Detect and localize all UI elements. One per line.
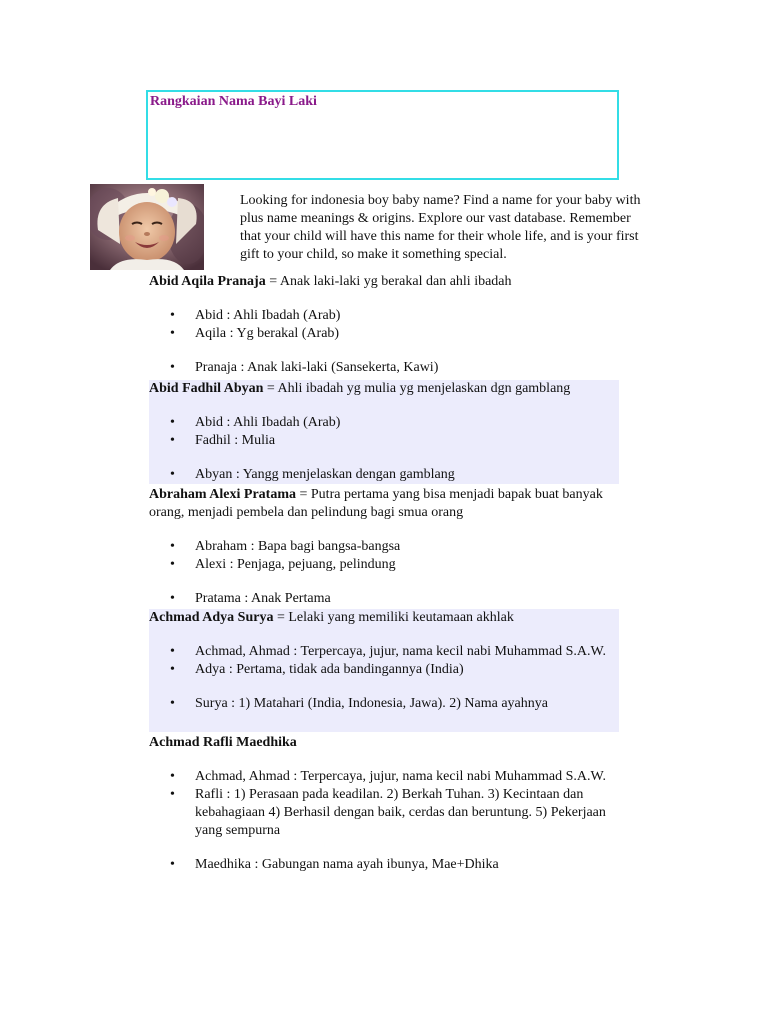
entry-name: Achmad Adya Surya: [149, 610, 274, 625]
meaning-list: [149, 538, 619, 608]
entry-name: Achmad Rafli Maedhika: [149, 735, 297, 750]
list-item: • Surya : 1) Matahari (India, Indonesia, Jawa). 2) Nama ayahnya: [195, 695, 619, 713]
title-box: [146, 90, 619, 180]
entry-heading: [149, 486, 619, 522]
name-entry: [149, 609, 619, 732]
entry-heading: [149, 273, 619, 291]
meaning-list: [149, 643, 619, 713]
entry-separator: =: [263, 381, 278, 396]
name-entry: [149, 273, 619, 377]
baby-photo-image: [90, 184, 204, 270]
list-item: • Abyan : Yangg menjelaskan dengan gamblang: [195, 466, 619, 484]
list-item: • Pranaja : Anak laki-laki (Sansekerta, Kawi): [195, 359, 619, 377]
entry-name: Abid Fadhil Abyan: [149, 381, 264, 396]
meaning-list: [149, 307, 619, 377]
list-item: • Adya : Pertama, tidak ada bandingannya (India): [195, 661, 619, 679]
name-entry: [149, 380, 619, 484]
list-item: • Abraham : Bapa bagi bangsa-bangsa: [195, 538, 619, 556]
entry-heading: [149, 609, 619, 627]
entry-heading: [149, 380, 619, 398]
list-item: • Abid : Ahli Ibadah (Arab): [195, 414, 619, 432]
entry-meaning: Lelaki yang memiliki keutamaan akhlak: [288, 610, 514, 625]
baby-photo: [90, 184, 204, 270]
entry-separator: =: [265, 274, 280, 289]
list-item: • Rafli : 1) Perasaan pada keadilan. 2) Berkah Tuhan. 3) Kecintaan dan kebahagiaan 4) Berhasil dengan baik, cerdas dan beruntung. 5) Pekerjaan yang sempurna: [195, 786, 619, 840]
list-item: • Fadhil : Mulia: [195, 432, 619, 450]
page-title: Rangkaian Nama Bayi Laki: [150, 94, 317, 109]
name-entry: [149, 734, 619, 874]
entry-name: Abid Aqila Pranaja: [149, 274, 266, 289]
list-item: • Achmad, Ahmad : Terpercaya, jujur, nama kecil nabi Muhammad S.A.W.: [195, 643, 619, 661]
entry-meaning: Putra pertama yang bisa menjadi bapak buat banyak orang, menjadi pembela dan pelindung bagi smua orang: [149, 487, 603, 520]
intro-paragraph: Looking for indonesia boy baby name? Find a name for your baby with plus name meanings & origins. Explore our vast database. Remember that your child will have this name for their whole life, and is your first gift to your child, so make it something special.: [240, 193, 641, 262]
list-item: • Aqila : Yg berakal (Arab): [195, 325, 619, 343]
entry-separator: =: [273, 610, 289, 625]
entry-meaning: Ahli ibadah yg mulia yg menjelaskan dgn gamblang: [277, 381, 571, 396]
list-item: • Alexi : Penjaga, pejuang, pelindung: [195, 556, 619, 574]
entry-name: Abraham Alexi Pratama: [149, 487, 296, 502]
entry-separator: =: [295, 487, 311, 502]
list-item: • Abid : Ahli Ibadah (Arab): [195, 307, 619, 325]
name-entry: [149, 486, 619, 608]
entry-meaning: Anak laki-laki yg berakal dan ahli ibadah: [279, 274, 512, 289]
meaning-list: [149, 768, 619, 874]
entry-heading: [149, 734, 619, 752]
meaning-list: [149, 414, 619, 484]
list-item: • Achmad, Ahmad : Terpercaya, jujur, nama kecil nabi Muhammad S.A.W.: [195, 768, 619, 786]
list-item: • Pratama : Anak Pertama: [195, 590, 619, 608]
list-item: • Maedhika : Gabungan nama ayah ibunya, Mae+Dhika: [195, 856, 619, 874]
